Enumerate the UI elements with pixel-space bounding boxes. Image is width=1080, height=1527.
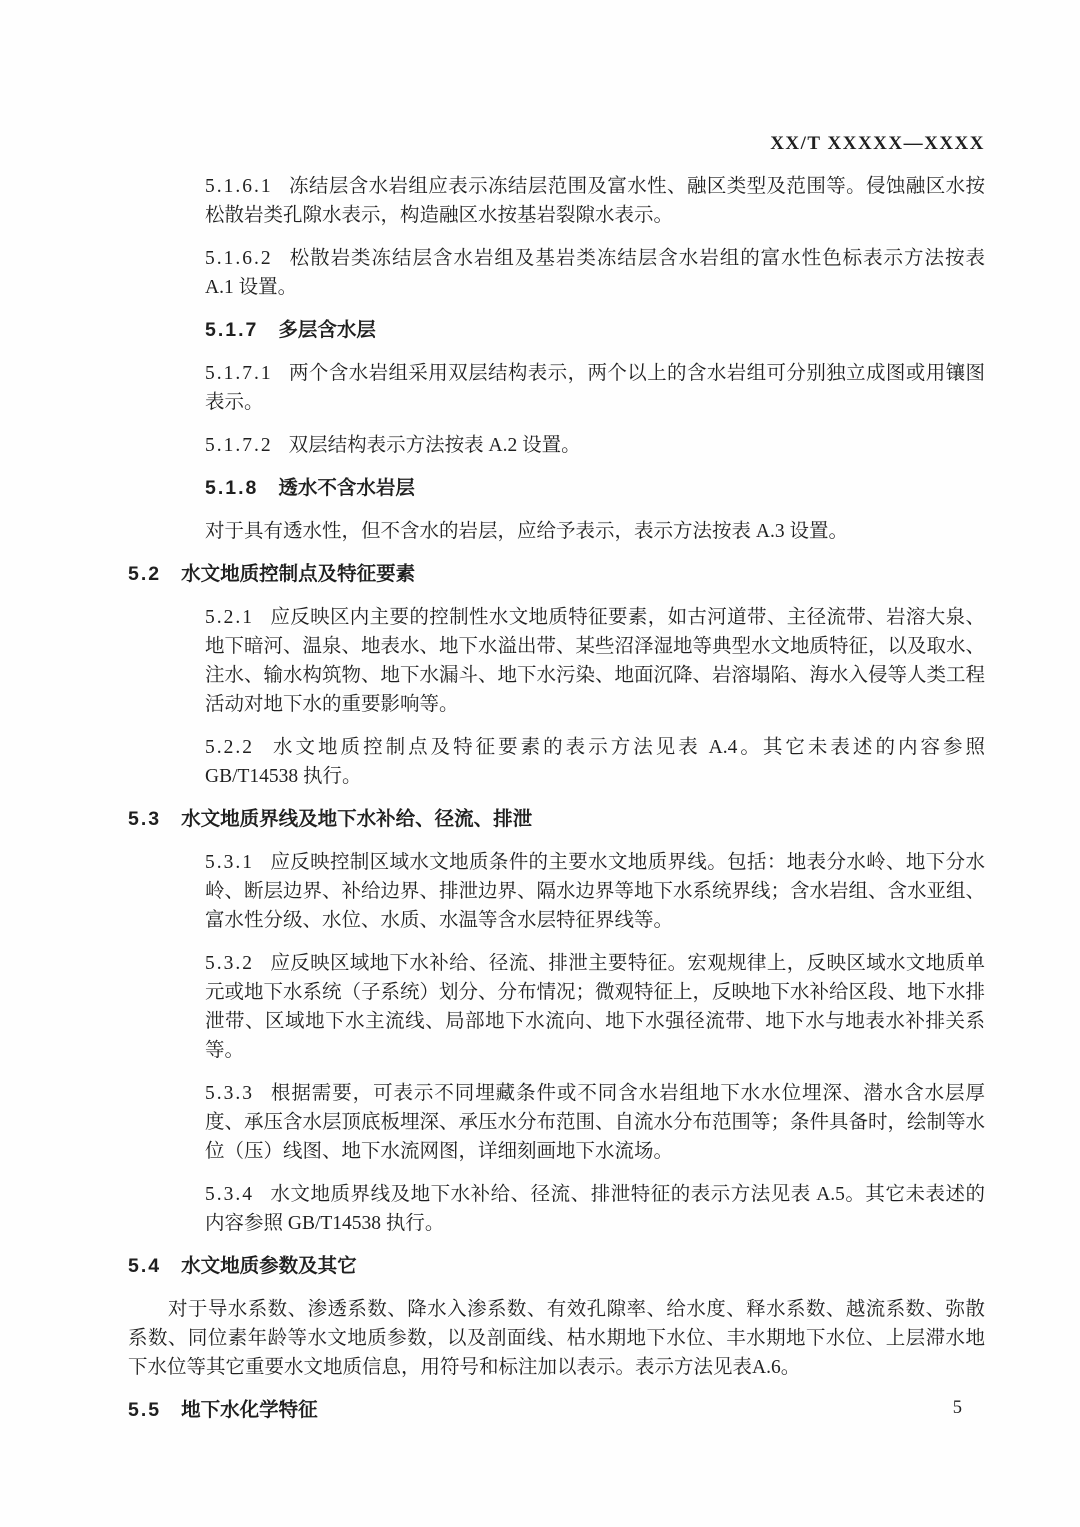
body-paragraph	[205, 517, 985, 546]
clause-text: 水文地质界线及地下水补给、径流、排泄特征的表示方法见表 A.5。其它未表述的内容参照 GB/T14538 执行。	[205, 1184, 985, 1234]
clause-paragraph	[205, 603, 985, 719]
clause-text: 应反映控制区域水文地质条件的主要水文地质界线。包括：地表分水岭、地下分水岭、断层边界、补给边界、排泄边界、隔水边界等地下水系统界线；含水岩组、含水亚组、富水性分级、水位、水质、水温等含水层特征界线等。	[205, 852, 986, 931]
clause-number: 5.4	[128, 1255, 162, 1277]
clause-text: 应反映区内主要的控制性水文地质特征要素，如古河道带、主径流带、岩溶大泉、地下暗河、温泉、地表水、地下水溢出带、某些沼泽湿地等典型水文地质特征，以及取水、注水、输水构筑物、地下水漏斗、地下水污染、地面沉降、岩溶塌陷、海水入侵等人类工程活动对地下水的重要影响等。	[205, 607, 986, 715]
clause-paragraph	[205, 848, 985, 935]
clause-text: 水文地质控制点及特征要素的表示方法见表 A.4。其它未表述的内容参照 GB/T14538 执行。	[205, 737, 985, 787]
clause-text: 对于导水系数、渗透系数、降水入渗系数、有效孔隙率、给水度、释水系数、越流系数、弥散系数、同位素年龄等水文地质参数，以及剖面线、枯水期地下水位、丰水期地下水位、上层滞水地下水位等其它重要水文地质信息，用符号和标注加以表示。表示方法见表A.6。	[128, 1299, 985, 1378]
clause-text: 水文地质界线及地下水补给、径流、排泄	[181, 808, 533, 830]
sub-heading	[205, 316, 985, 345]
clause-text: 对于具有透水性，但不含水的岩层，应给予表示，表示方法按表 A.3 设置。	[205, 521, 848, 542]
clause-number: 5.1.7.2	[205, 435, 273, 456]
section-heading	[128, 560, 985, 589]
clause-number: 5.1.8	[205, 477, 259, 499]
clause-text: 水文地质控制点及特征要素	[181, 563, 416, 585]
clause-number: 5.3	[128, 808, 162, 830]
clause-text: 水文地质参数及其它	[181, 1255, 357, 1277]
clause-number: 5.1.6.1	[205, 176, 273, 197]
clause-number: 5.1.7	[205, 319, 259, 341]
clause-number: 5.2.2	[205, 737, 254, 758]
clause-paragraph	[205, 172, 985, 230]
section-heading	[128, 805, 985, 834]
clause-number: 5.3.2	[205, 953, 254, 974]
clause-paragraph	[205, 949, 985, 1065]
clause-text: 透水不含水岩层	[278, 477, 415, 499]
clause-text: 双层结构表示方法按表 A.2 设置。	[288, 435, 581, 456]
clause-number: 5.1.7.1	[205, 363, 273, 384]
clause-number: 5.1.6.2	[205, 248, 273, 269]
body-paragraph	[128, 1295, 985, 1382]
clause-number: 5.2.1	[205, 607, 254, 628]
clause-number: 5.3.4	[205, 1184, 254, 1205]
clause-text: 松散岩类冻结层含水岩组及基岩类冻结层含水岩组的富水性色标表示方法按表 A.1 设置。	[205, 248, 985, 298]
page-number: 5	[952, 1398, 962, 1418]
clause-number: 5.3.3	[205, 1083, 254, 1104]
doc-code: XX/T XXXXX—XXXX	[770, 133, 985, 154]
content	[128, 172, 985, 1439]
clause-text: 冻结层含水岩组应表示冻结层范围及富水性、融区类型及范围等。侵蚀融区水按松散岩类孔隙水表示，构造融区水按基岩裂隙水表示。	[205, 176, 985, 226]
clause-text: 根据需要，可表示不同埋藏条件或不同含水岩组地下水水位埋深、潜水含水层厚度、承压含水层顶底板埋深、承压水分布范围、自流水分布范围等；条件具备时，绘制等水位（压）线图、地下水流网图，详细刻画地下水流场。	[205, 1083, 986, 1162]
clause-text: 应反映区域地下水补给、径流、排泄主要特征。宏观规律上，反映区域水文地质单元或地下水系统（子系统）划分、分布情况；微观特征上，反映地下水补给区段、地下水排泄带、区域地下水主流线、局部地下水流向、地下水强径流带、地下水与地表水补排关系等。	[205, 953, 986, 1061]
clause-paragraph	[205, 431, 985, 460]
section-heading	[128, 1252, 985, 1281]
clause-text: 多层含水层	[278, 319, 376, 341]
clause-number: 5.3.1	[205, 852, 254, 873]
sub-heading	[205, 474, 985, 503]
clause-paragraph	[205, 1079, 985, 1166]
clause-number: 5.2	[128, 563, 162, 585]
clause-paragraph	[205, 733, 985, 791]
clause-text: 地下水化学特征	[181, 1399, 318, 1421]
clause-paragraph	[205, 1180, 985, 1238]
clause-paragraph	[205, 359, 985, 417]
clause-paragraph	[205, 244, 985, 302]
clause-text: 两个含水岩组采用双层结构表示，两个以上的含水岩组可分别独立成图或用镶图表示。	[205, 363, 985, 413]
clause-number: 5.5	[128, 1399, 162, 1421]
